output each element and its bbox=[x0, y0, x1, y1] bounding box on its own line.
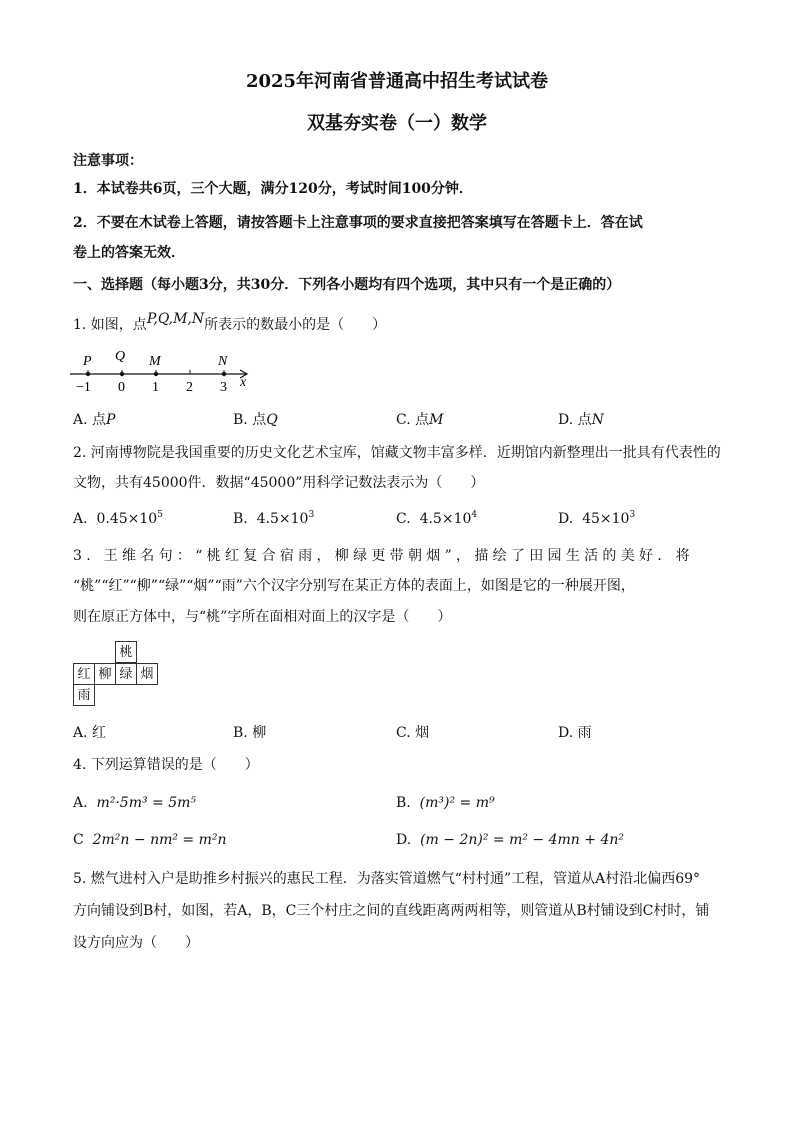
net-face: 烟 bbox=[136, 663, 158, 685]
number-line-figure bbox=[70, 344, 260, 396]
net-face: 柳 bbox=[94, 663, 116, 685]
exam-title: 2025年河南省普通高中招生考试试卷 bbox=[245, 71, 549, 92]
question-5-line1: 5. 燃气进村入户是助推乡村振兴的惠民工程．为落实管道燃气“村村通”工程，管道从A村沿北偏西69° bbox=[73, 871, 701, 887]
tick-label: 2 bbox=[186, 380, 193, 395]
question-5-line3: 设方向应为（ ） bbox=[73, 935, 199, 951]
point-label-n: N bbox=[218, 354, 228, 369]
question-4-option-d[interactable]: D. (m − 2n)² = m² − 4mn + 4n² bbox=[396, 832, 624, 848]
question-1-option-d[interactable]: D. 点N bbox=[558, 412, 604, 428]
question-2-option-d[interactable]: D. $45\times 10^3$ bbox=[558, 510, 636, 527]
question-3-option-b[interactable]: B. 柳 bbox=[233, 725, 267, 741]
question-3-option-c[interactable]: C. 烟 bbox=[396, 725, 430, 741]
question-4-option-a[interactable]: A. m²·5m³ = 5m⁵ bbox=[73, 795, 197, 811]
point-label-m: M bbox=[149, 354, 161, 369]
point-label-q: Q bbox=[115, 349, 126, 364]
notes-item-2-line2: 卷上的答案无效． bbox=[73, 245, 185, 261]
point-p-dot bbox=[86, 372, 90, 376]
question-2-option-b[interactable]: B. $4.5\times 10^3$ bbox=[233, 510, 315, 527]
net-face: 红 bbox=[73, 663, 95, 685]
question-2-line2: 文物，共有45000件．数据“45000”用科学记数法表示为（ ） bbox=[73, 475, 485, 491]
question-1-stem bbox=[73, 311, 387, 334]
question-4-option-c[interactable]: C 2m²n − nm² = m²n bbox=[73, 832, 227, 848]
section-1-heading: 一、选择题（每小题3分，共30分．下列各小题均有四个选项，其中只有一个是正确的） bbox=[73, 277, 621, 293]
question-3-option-d[interactable]: D. 雨 bbox=[558, 725, 592, 741]
tick-label: 3 bbox=[220, 380, 227, 395]
point-n-dot bbox=[222, 372, 226, 376]
exam-subtitle: 双基夯实卷（一）数学 bbox=[307, 113, 487, 134]
question-3-line1: 3. 王维名句：“桃红复合宿雨，柳绿更带朝烟”，描绘了田园生活的美好．将 bbox=[73, 548, 694, 564]
question-1-suffix: 所表示的数最小的是（ ） bbox=[204, 317, 387, 333]
net-face-top: 桃 bbox=[115, 641, 137, 663]
question-1-prefix: 1. 如图，点 bbox=[73, 317, 147, 333]
notes-item-2-line1: 2．不要在木试卷上答题，请按答题卡上注意事项的要求直接把答案填写在答题卡上．答在试 bbox=[73, 215, 643, 231]
point-m-dot bbox=[154, 372, 158, 376]
question-1-option-c[interactable]: C. 点M bbox=[396, 412, 444, 428]
question-3-line3: 则在原正方体中，与“桃”字所在面相对面上的汉字是（ ） bbox=[73, 609, 452, 625]
notes-item-1: 1．本试卷共6页，三个大题，满分120分，考试时间100分钟． bbox=[73, 181, 473, 197]
tick-label: −1 bbox=[76, 380, 91, 395]
question-1-option-a[interactable]: A. 点P bbox=[73, 412, 116, 428]
question-2-option-c[interactable]: C. $4.5\times 10^4$ bbox=[396, 510, 478, 527]
question-4-stem: 4. 下列运算错误的是（ ） bbox=[73, 757, 259, 773]
cube-net-figure bbox=[73, 641, 165, 707]
net-face: 绿 bbox=[115, 663, 137, 685]
question-2-option-a[interactable]: A. $0.45\times 10^5$ bbox=[73, 510, 163, 527]
question-4-option-b[interactable]: B. (m³)² = m⁹ bbox=[396, 795, 495, 811]
question-5-line2: 方向铺设到B村，如图，若A，B，C三个村庄之间的直线距离两两相等，则管道从B村铺设到C村时，铺 bbox=[73, 903, 710, 919]
tick-label: 1 bbox=[152, 380, 159, 395]
question-3-line2: “桃”“红”“柳”“绿”“烟”“雨”六个汉字分别写在某正方体的表面上，如图是它的一种展开图， bbox=[73, 578, 635, 594]
net-face-bottom: 雨 bbox=[73, 684, 95, 706]
question-2-line1: 2. 河南博物院是我国重要的历史文化艺术宝库，馆藏文物丰富多样．近期馆内新整理出一批具有代表性的 bbox=[73, 445, 721, 461]
notes-heading: 注意事项： bbox=[73, 153, 143, 169]
axis-label-x: x bbox=[240, 375, 247, 390]
point-label-p: P bbox=[83, 354, 92, 369]
question-1-option-b[interactable]: B. 点Q bbox=[233, 412, 278, 428]
question-3-option-a[interactable]: A. 红 bbox=[73, 725, 107, 741]
question-1-points: P,Q,M,N bbox=[146, 311, 205, 327]
point-q-dot bbox=[120, 372, 124, 376]
tick-label: 0 bbox=[118, 380, 125, 395]
